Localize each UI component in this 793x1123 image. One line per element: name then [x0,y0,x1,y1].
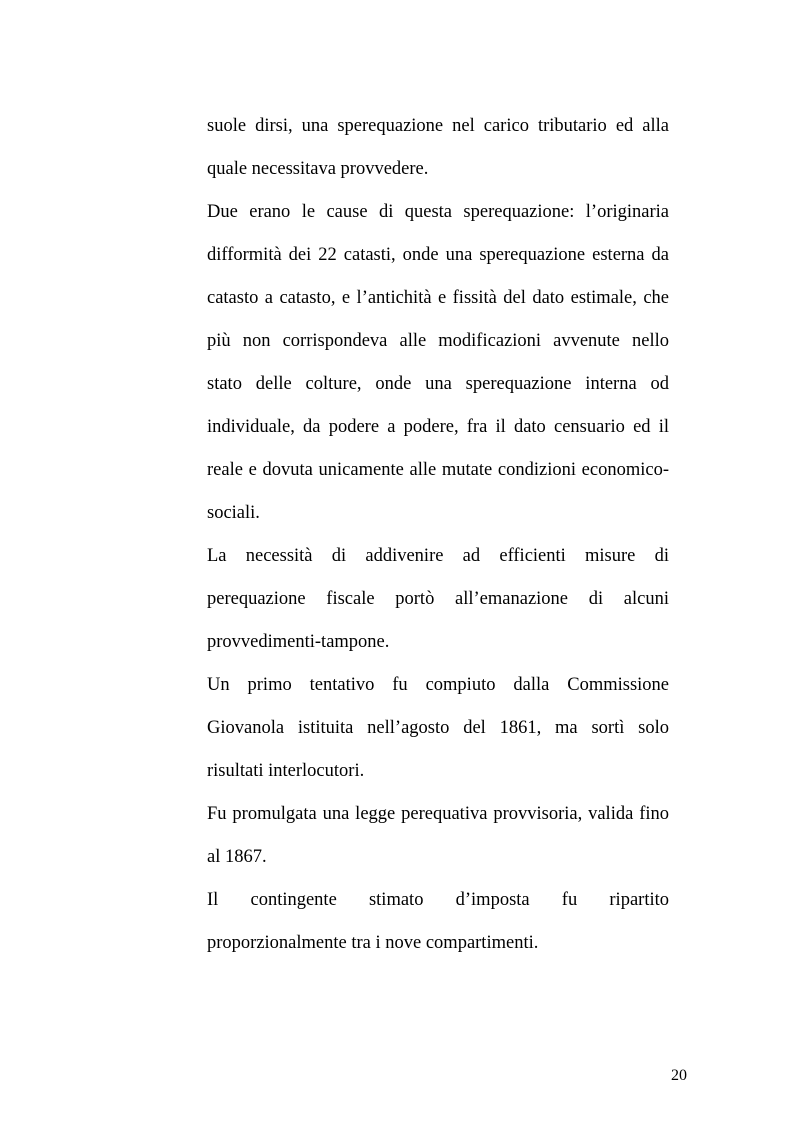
text-line: reale e dovuta unicamente alle mutate condizioni economico- [207,460,669,480]
body-text [207,105,669,965]
text-line: al 1867. [207,847,267,867]
text-line: Un primo tentativo fu compiuto dalla Commissione [207,675,669,695]
text-line: suole dirsi, una sperequazione nel carico tributario ed alla [207,116,669,136]
page-number: 20 [671,1067,687,1084]
text-line: stato delle colture, onde una sperequazione interna od [207,374,669,394]
text-line: più non corrispondeva alle modificazioni avvenute nello [207,331,669,351]
text-line: Giovanola istituita nell’agosto del 1861, ma sortì solo [207,718,669,738]
text-line: Fu promulgata una legge perequativa provvisoria, valida fino [207,804,669,824]
text-line: sociali. [207,503,260,523]
text-line: quale necessitava provvedere. [207,159,429,179]
text-line: risultati interlocutori. [207,761,365,781]
text-line: Il contingente stimato d’imposta fu ripartito [207,890,669,910]
text-line: provvedimenti-tampone. [207,632,390,652]
text-line: La necessità di addivenire ad efficienti misure di [207,546,669,566]
text-line: catasto a catasto, e l’antichità e fissità del dato estimale, che [207,288,669,308]
text-line: proporzionalmente tra i nove compartimenti. [207,933,539,953]
text-line: Due erano le cause di questa sperequazione: l’originaria [207,202,669,222]
text-line: individuale, da podere a podere, fra il dato censuario ed il [207,417,669,437]
text-line: perequazione fiscale portò all’emanazione di alcuni [207,589,669,609]
text-line: difformità dei 22 catasti, onde una sperequazione esterna da [207,245,669,265]
